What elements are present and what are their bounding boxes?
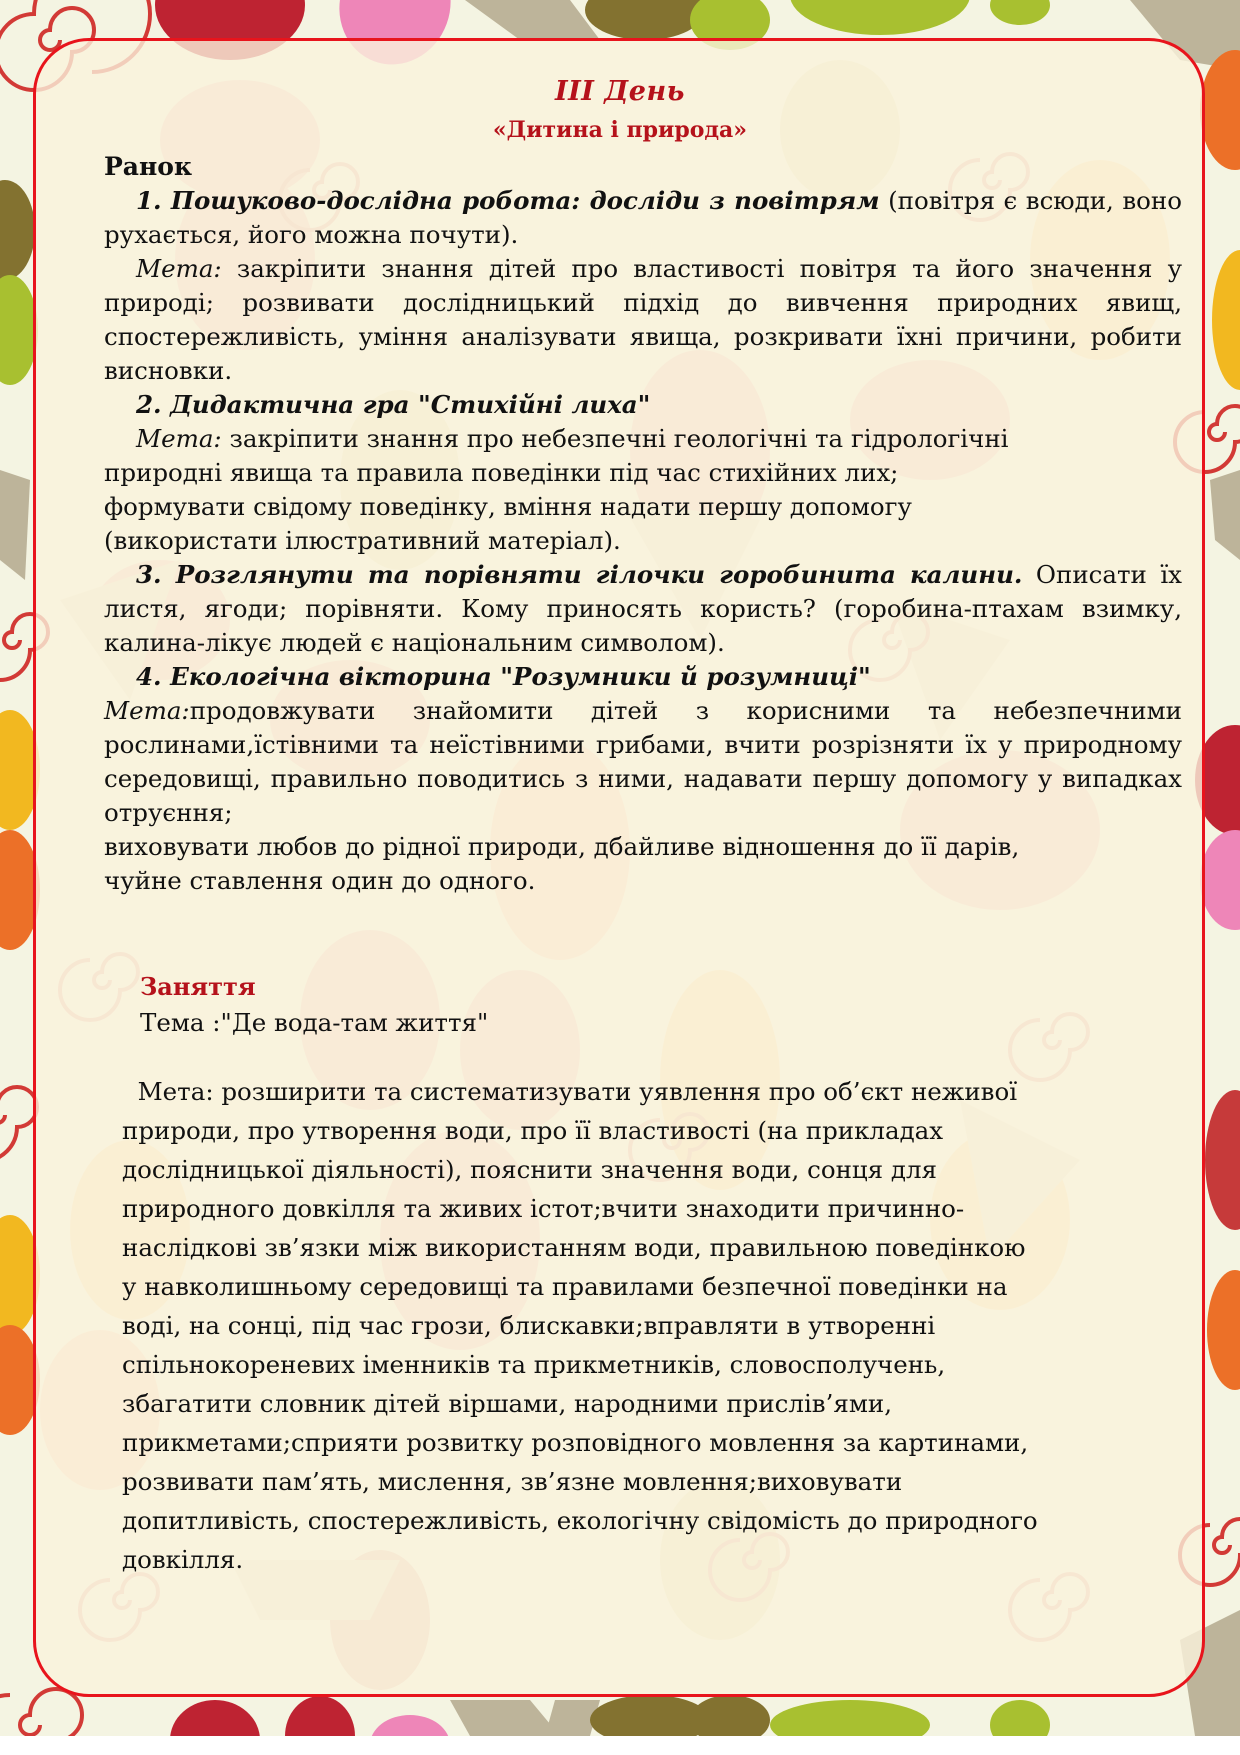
- lesson-heading: Заняття: [140, 972, 256, 1001]
- lesson-goal-line: прикметами;сприяти розвитку розповідного мовлення за картинами,: [122, 1428, 1029, 1457]
- lesson-goal-line: збагатити словник дітей віршами, народними прислів’ями,: [122, 1389, 893, 1418]
- lesson-goal-line: довкілля.: [122, 1545, 244, 1574]
- item-3-title: 3. Розглянути та порівняти гілочки горобинита калини.: [136, 560, 1023, 589]
- lesson-goal: [122, 1072, 1162, 1579]
- item-4-extra-line-2: чуйне ставлення один до одного.: [104, 866, 536, 895]
- lesson-goal-line: воді, на сонці, під час грози, блискавки;вправляти в утворенні: [122, 1311, 936, 1340]
- item-2-title: 2. Дидактична гра "Стихійні лиха": [136, 390, 651, 419]
- item-1-goal: [104, 252, 1182, 388]
- item-3-text: Описати їх листя, ягоди; порівняти. Кому приносять користь? (горобина-птахам взимку, калина-лікує людей є національним символом).: [104, 560, 1182, 657]
- item-4-goal-extra: [104, 830, 1182, 898]
- item-4-goal: [104, 694, 1182, 830]
- lesson-goal-line: допитливість, спостережливість, екологічну свідомість до природного: [122, 1506, 1038, 1535]
- morning-heading: Ранок: [104, 152, 193, 181]
- item-4-goal-text: продовжувати знайомити дітей з корисними та небезпечними рослинами,їстівними та неїстівними грибами, вчити розрізняти їх у природному середовищі, правильно поводитись з ними, надавати першу допомогу у випадках отруєння;: [104, 696, 1182, 827]
- item-1-goal-text: закріпити знання дітей про властивості повітря та його значення у природі; розвивати дослідницький підхід до вивчення природних явищ, спостережливість, уміння аналізувати явища, розкривати їхні причини, робити висновки.: [104, 254, 1182, 385]
- lesson-goal-line: розвивати пам’ять, мислення, зв’язне мовлення;виховувати: [122, 1467, 903, 1496]
- item-1: [104, 184, 1182, 252]
- lesson-goal-line: наслідкові зв’язки між використанням води, правильною поведінкою: [122, 1233, 1026, 1262]
- item-2-goal: [104, 422, 1182, 558]
- item-2-goal-line-1: закріпити знання про небезпечні геологічні та гідрологічні: [221, 424, 1009, 453]
- item-2-goal-line-4: (використати ілюстративний матеріал).: [104, 526, 621, 555]
- lesson-topic: Тема :"Де вода-там життя": [140, 1008, 489, 1037]
- item-4-title: 4. Екологічна вікторина "Розумники й розумниці": [136, 662, 871, 691]
- item-2-goal-line-3: формувати свідому поведінку, вміння надати першу допомогу: [104, 492, 912, 521]
- page-subtitle: «Дитина і природа»: [492, 117, 748, 143]
- lesson-goal-line: дослідницької діяльності), пояснити значення води, сонця для: [122, 1155, 938, 1184]
- item-1-title: 1. Пошуково-дослідна робота: досліди з повітрям: [136, 186, 880, 215]
- morning-section: [104, 150, 1182, 898]
- lesson-goal-line: спільнокореневих іменників та прикметників, словосполучень,: [122, 1350, 946, 1379]
- item-2-goal-line-2: природні явища та правила поведінки під час стихійних лих;: [104, 458, 899, 487]
- item-1-goal-label: Мета:: [136, 254, 222, 283]
- lesson-goal-line: у навколишньому середовищі та правилами безпечної поведінки на: [122, 1272, 1008, 1301]
- item-1-note: (повітря є всюди, воно рухається, його можна почути).: [104, 186, 1182, 249]
- item-3: [104, 558, 1182, 660]
- lesson-goal-line: природи, про утворення води, про її властивості (на прикладах: [122, 1116, 944, 1145]
- item-2-goal-label: Мета:: [136, 424, 222, 453]
- page-title: III День: [555, 76, 685, 107]
- lesson-goal-line: Мета: розширити та систематизувати уявлення про об’єкт неживої: [122, 1077, 1018, 1106]
- item-4-goal-label: Мета:: [104, 696, 190, 725]
- lesson-goal-line: природного довкілля та живих істот;вчити знаходити причинно-: [122, 1194, 965, 1223]
- item-4-extra-line-1: виховувати любов до рідної природи, дбайливе відношення до її дарів,: [104, 832, 1020, 861]
